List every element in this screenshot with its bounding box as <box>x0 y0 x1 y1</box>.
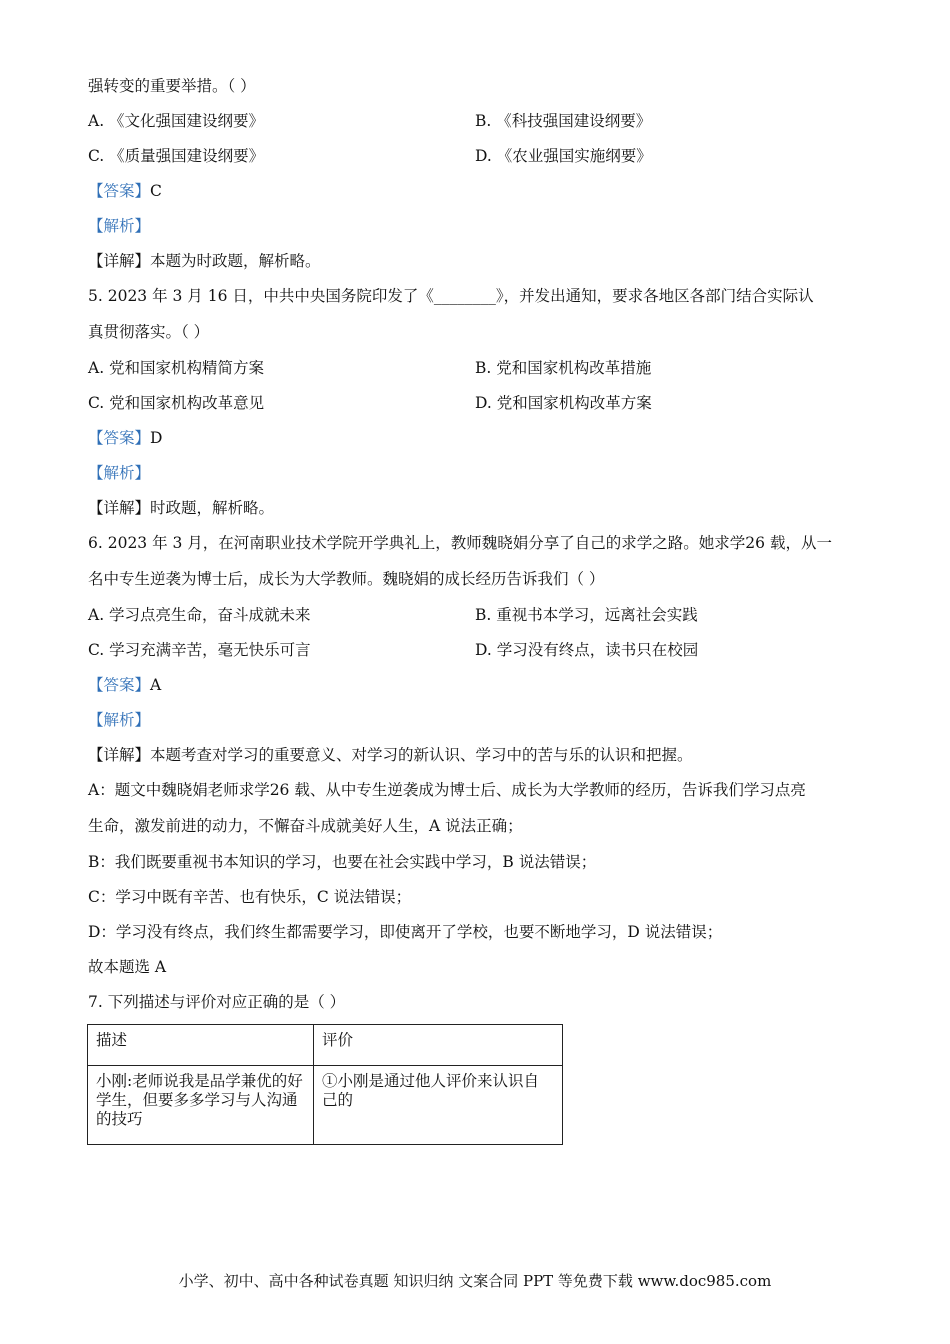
detail-label: 【详解】 <box>88 746 151 764</box>
q6-detail: 本题考查对学习的重要意义、对学习的新认识、学习中的苦与乐的认识和把握。 <box>150 746 693 764</box>
q6-answer: A <box>150 676 162 694</box>
q5-option-b: B. 党和国家机构改革措施 <box>475 359 652 377</box>
q6-stem-line2: 名中专生逆袭为博士后，成长为大学教师。魏晓娟的成长经历告诉我们（ ） <box>88 570 605 588</box>
q4-detail-row <box>88 251 321 271</box>
q6-explanation-d: D：学习没有终点，我们终生都需要学习，即使离开了学校，也要不断地学习，D 说法错误； <box>88 923 723 941</box>
q5-detail-row <box>88 498 274 518</box>
q5-answer: D <box>150 429 163 447</box>
q7-table <box>87 1024 563 1145</box>
table-cell: ①小刚是通过他人评价来认识自己的 <box>314 1066 563 1145</box>
detail-label: 【详解】 <box>88 499 151 517</box>
answer-label: 【答案】 <box>88 182 151 200</box>
q4-stem-tail: 强转变的重要举措。（ ） <box>88 77 256 95</box>
q5-stem-line2: 真贯彻落实。（ ） <box>88 323 210 341</box>
q6-option-b: B. 重视书本学习，远离社会实践 <box>475 606 698 624</box>
analysis-label: 【解析】 <box>88 711 151 729</box>
table-row <box>88 1066 563 1145</box>
table-cell: 小刚:老师说我是品学兼优的好学生，但要多多学习与人沟通的技巧 <box>88 1066 314 1145</box>
q6-option-d: D. 学习没有终点，读书只在校园 <box>475 641 699 659</box>
analysis-label: 【解析】 <box>88 217 151 235</box>
q5-option-d: D. 党和国家机构改革方案 <box>475 394 652 412</box>
q6-explanation-a-line2: 生命，激发前进的动力，不懈奋斗成就美好人生，A 说法正确； <box>88 817 523 835</box>
q6-explanation-c: C：学习中既有辛苦、也有快乐，C 说法错误； <box>88 888 412 906</box>
answer-label: 【答案】 <box>88 429 151 447</box>
table-header-cell: 描述 <box>88 1025 314 1066</box>
q5-option-a: A. 党和国家机构精简方案 <box>88 359 265 377</box>
detail-label: 【详解】 <box>88 252 151 270</box>
q6-option-c: C. 学习充满辛苦，毫无快乐可言 <box>88 641 311 659</box>
answer-label: 【答案】 <box>88 676 151 694</box>
q6-answer-row <box>88 675 161 695</box>
q4-answer-row <box>88 181 162 201</box>
q6-stem-line1: 6. 2023 年 3 月，在河南职业技术学院开学典礼上，教师魏晓娟分享了自己的求学之路。她求学26 载，从一 <box>88 534 832 552</box>
q6-option-a: A. 学习点亮生命，奋斗成就未来 <box>88 606 311 624</box>
q4-option-a: A. 《文化强国建设纲要》 <box>88 112 265 130</box>
q6-detail-row <box>88 745 693 765</box>
q4-analysis-row <box>88 216 150 236</box>
q7-stem: 7. 下列描述与评价对应正确的是（ ） <box>88 993 346 1011</box>
table-header-cell: 评价 <box>314 1025 563 1066</box>
q4-option-d: D. 《农业强国实施纲要》 <box>475 147 652 165</box>
analysis-label: 【解析】 <box>88 464 151 482</box>
q5-stem-line1: 5. 2023 年 3 月 16 日，中共中央国务院印发了《________》，并发出通知，要求各地区各部门结合实际认 <box>88 287 814 305</box>
q4-answer: C <box>150 182 162 200</box>
table-header-row <box>88 1025 563 1066</box>
q5-option-c: C. 党和国家机构改革意见 <box>88 394 265 412</box>
q6-explanation-b: B：我们既要重视书本知识的学习，也要在社会实践中学习，B 说法错误； <box>88 853 597 871</box>
q4-option-c: C. 《质量强国建设纲要》 <box>88 147 265 165</box>
q4-detail: 本题为时政题，解析略。 <box>150 252 321 270</box>
q5-answer-row <box>88 428 162 448</box>
q4-option-b: B. 《科技强国建设纲要》 <box>475 112 652 130</box>
q5-detail: 时政题，解析略。 <box>150 499 275 517</box>
q6-analysis-row <box>88 710 150 730</box>
q6-conclusion: 故本题选 A <box>88 958 167 976</box>
q5-analysis-row <box>88 463 150 483</box>
page-footer: 小学、初中、高中各种试卷真题 知识归纳 文案合同 PPT 等免费下载 www.doc985.com <box>178 1272 772 1290</box>
q6-explanation-a-line1: A：题文中魏晓娟老师求学26 载、从中专生逆袭成为博士后、成长为大学教师的经历，告诉我们学习点亮 <box>88 781 806 799</box>
